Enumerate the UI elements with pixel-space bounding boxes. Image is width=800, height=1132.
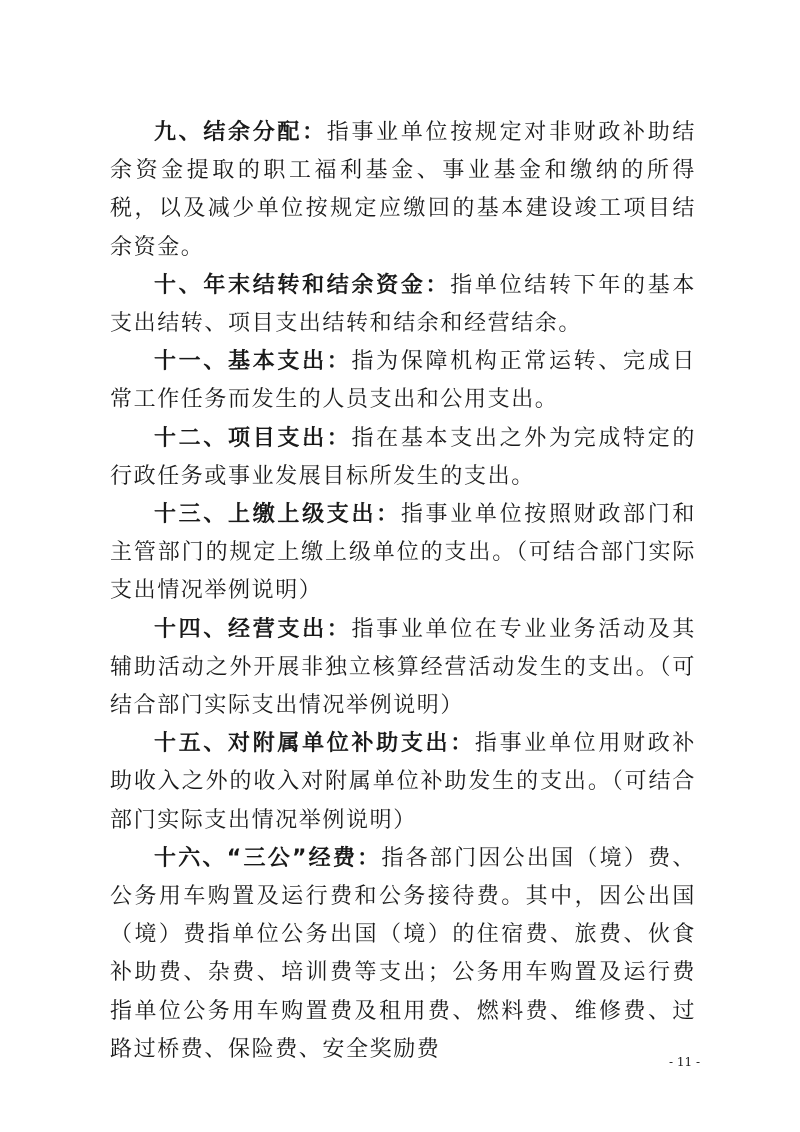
paragraph-text: 指事业单位在专业业务活动及其辅助活动之外开展非独立核算经营活动发生的支出。（可结合部门实际支出情况举例说明） [110,616,696,719]
paragraph-term: 十、年末结转和结余资金： [154,272,451,298]
paragraph-term: 十二、项目支出： [154,425,352,451]
paragraph-surplus-distribution [110,114,696,267]
document-body [110,114,696,1069]
paragraph-subsidy-to-affiliates [110,725,696,840]
paragraph-term: 九、结余分配： [154,120,327,145]
paragraph-term: 十一、基本支出： [154,349,352,375]
paragraph-term: 十四、经营支出： [154,616,352,642]
paragraph-text: 指各部门因公出国（境）费、公务用车购置及运行费和公务接待费。其中，因公出国（境）费指单位公务出国（境）的住宿费、旅费、伙食补助费、杂费、培训费等支出；公务用车购置及运行费指单位公务用车购置费及租用费、燃料费、维修费、过路过桥费、保险费、安全奖励费 [110,845,696,1062]
paragraph-text: 指在基本支出之外为完成特定的行政任务或事业发展目标所发生的支出。 [110,425,696,489]
paragraph-remittance-to-superior [110,496,696,611]
paragraph-project-expenditure [110,420,696,496]
page-number: - 11 - [668,1055,700,1069]
paragraph-term: 十五、对附属单位补助支出： [154,731,475,757]
paragraph-operating-expenditure [110,611,696,726]
paragraph-text: 指事业单位用财政补助收入之外的收入对附属单位补助发生的支出。（可结合部门实际支出情况举例说明） [110,731,696,833]
paragraph-text: 指事业单位按照财政部门和主管部门的规定上缴上级单位的支出。（可结合部门实际支出情况举例说明） [110,502,696,604]
paragraph-year-end-carryover [110,267,696,343]
paragraph-term: 十六、“三公”经费： [154,845,382,871]
paragraph-term: 十三、上缴上级支出： [154,502,401,528]
paragraph-text: 指事业单位按规定对非财政补助结余资金提取的职工福利基金、事业基金和缴纳的所得税，以及减少单位按规定应缴回的基本建设竣工项目结余资金。 [110,120,696,260]
paragraph-three-public-expenses [110,840,696,1069]
paragraph-text: 指为保障机构正常运转、完成日常工作任务而发生的人员支出和公用支出。 [110,349,696,413]
paragraph-text: 指单位结转下年的基本支出结转、项目支出结转和结余和经营结余。 [110,272,696,337]
paragraph-basic-expenditure [110,343,696,419]
